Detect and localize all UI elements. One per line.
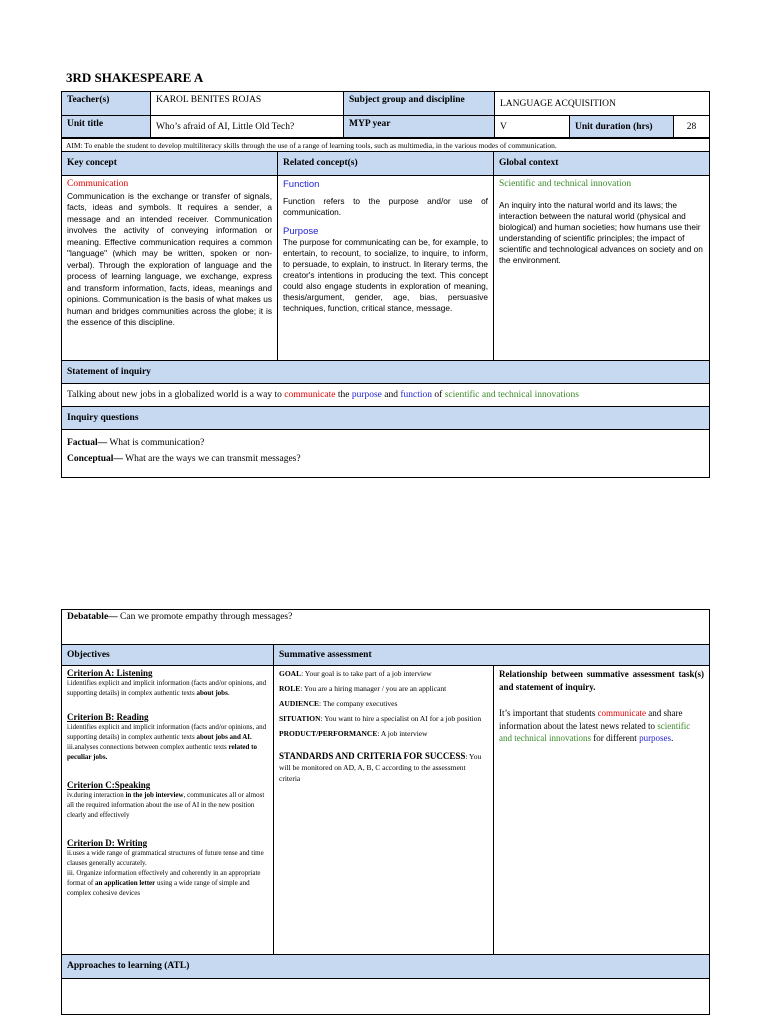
situation-line [279, 713, 488, 724]
role-label: ROLE [279, 684, 301, 693]
product-label: PRODUCT/PERFORMANCE [279, 729, 378, 738]
myp-year-value: V [495, 116, 570, 138]
criterion-d-iii [67, 868, 268, 898]
crit-text: using a wide range of simple and complex cohesive devices [67, 879, 250, 897]
crit-text: i.identifies explicit and implicit information (facts and/or opinions, and supporting details) in complex authentic texts [67, 723, 267, 741]
rel-text: for different [590, 733, 640, 743]
goal-label: GOAL [279, 669, 302, 678]
rel-text: . [671, 733, 674, 743]
audience-line [279, 698, 488, 709]
statement-of-inquiry-text [62, 384, 710, 407]
teacher-label: Teacher(s) [62, 92, 151, 116]
rel-word-communicate: communicate [597, 708, 646, 718]
crit-bold: about jobs and AI. [196, 733, 252, 741]
standards-label: STANDARDS AND CRITERIA FOR SUCCESS [279, 751, 466, 761]
goal-text: : Your goal is to take part of a job interview [301, 669, 432, 678]
subject-value: LANGUAGE ACQUISITION [495, 92, 710, 116]
duration-value: 28 [674, 116, 710, 138]
statement-word-communicate: communicate [284, 390, 336, 400]
document-title: 3RD SHAKESPEARE A [66, 70, 204, 85]
myp-year-label: MYP year [344, 116, 495, 138]
criterion-c-title: Criterion C:Speaking [67, 780, 151, 790]
related-concept-purpose-text: The purpose for communicating can be, for example, to entertain, to recount, to socialize, to inquire, to inform, to persuade, to explain, to instruct. In literary terms, the creator's intentions in producing the text. This concept could also engage students in exploration of meaning, thesis/argument, gender, age, bias, persuasive techniques, function, critical stance, message. [283, 237, 488, 313]
global-context-cell [494, 176, 710, 361]
inquiry-questions-cell [62, 430, 710, 478]
unit-header-table [61, 91, 710, 138]
crit-text: . [227, 689, 230, 697]
factual-text: What is communication? [107, 438, 205, 448]
key-concept-header: Key concept [62, 152, 278, 176]
rel-text: It’s important that students [499, 708, 598, 718]
related-concept-function-text: Function refers to the purpose and/or use of communication. [283, 196, 488, 217]
standards-line [279, 751, 488, 784]
rel-word-sti: scientific and technical innovations [499, 720, 691, 743]
crit-text: iii.analyses connections between complex authentic texts [67, 743, 229, 751]
role-text: : You are a hiring manager / you are an applicant [300, 684, 447, 693]
global-context-text: An inquiry into the natural world and its laws; the interaction between the natural world (physical and biological) and human societies; how humans use their understanding of scientific principles; the impact of scientific and technological advances on society and on the environment. [499, 200, 703, 265]
debatable-label: Debatable— [67, 612, 118, 622]
aim-text: AIM: To enable the student to develop multiliteracy skills through the use of a range of learning tools, such as multimedia, in the various modes of communication. [66, 141, 557, 150]
crit-bold: an application letter [95, 879, 156, 887]
assessment-table [61, 609, 710, 1015]
rel-text: and share information about the latest news related to [499, 708, 683, 731]
audience-text: : The company executives [319, 699, 398, 708]
rel-word-purposes: purposes [639, 733, 672, 743]
unit-title-value: Who’s afraid of AI, Little Old Tech? [151, 116, 344, 138]
conceptual-label: Conceptual— [67, 454, 123, 464]
crit-bold: related to peculiar jobs. [67, 743, 257, 761]
criterion-b-text [67, 722, 268, 742]
situation-label: SITUATION [279, 714, 321, 723]
crit-bold: about jobs [196, 689, 228, 697]
statement-part: and [381, 390, 401, 400]
relationship-header: Relationship between summative assessment task(s) and statement of inquiry. [499, 669, 705, 692]
criterion-d-title: Criterion D: Writing [67, 838, 148, 848]
crit-text: i.identifies explicit and implicit information (facts and/or opinions, and supporting details) in complex authentic texts [67, 679, 267, 697]
standards-text: : You will be monitored on AD, A, B, C according to the assessment criteria [279, 752, 482, 783]
crit-bold: in the job interview [125, 791, 184, 799]
related-concepts-cell [278, 176, 494, 361]
atl-content-cell [62, 979, 710, 1015]
global-context-header: Global context [494, 152, 710, 176]
factual-question [67, 435, 704, 451]
debatable-text: Can we promote empathy through messages? [117, 612, 293, 622]
product-line [279, 728, 488, 739]
unit-title-label: Unit title [62, 116, 151, 138]
role-line [279, 683, 488, 694]
inquiry-questions-header: Inquiry questions [62, 407, 710, 430]
crit-text: iv.during interaction [67, 791, 126, 799]
criterion-c-text [67, 790, 268, 820]
product-text: : A job interview [377, 729, 428, 738]
statement-of-inquiry-header: Statement of inquiry [62, 361, 710, 384]
statement-word-function: function [400, 390, 433, 400]
criterion-d-ii: ii.uses a wide range of grammatical structures of future tense and time clauses generally accurately. [67, 849, 264, 867]
global-context-name: Scientific and technical innovation [499, 179, 632, 189]
related-concept-purpose: Purpose [283, 226, 319, 237]
teacher-value: KAROL BENITES ROJAS [151, 92, 344, 116]
conceptual-question [67, 451, 704, 467]
criterion-b-title: Criterion B: Reading [67, 712, 149, 722]
objectives-header: Objectives [62, 645, 274, 666]
relationship-cell [494, 666, 710, 955]
key-concept-name: Communication [67, 179, 129, 189]
statement-part: Talking about new jobs in a globalized world is a way to [67, 390, 285, 400]
related-concepts-header: Related concept(s) [278, 152, 494, 176]
criterion-b-iii [67, 742, 268, 762]
concepts-table [61, 138, 710, 478]
objectives-cell [62, 666, 274, 955]
summative-task-cell [274, 666, 494, 955]
statement-part: the [335, 390, 352, 400]
subject-label: Subject group and discipline [344, 92, 495, 116]
duration-label: Unit duration (hrs) [570, 116, 674, 138]
related-concept-function: Function [283, 179, 320, 190]
key-concept-text: Communication is the exchange or transfer of signals, facts, ideas and symbols. It requires a sender, a message and an intended receiver. Communication involves the activity of conveying information or meaning. Effective communication requires a common "language" (which may be written, spoken or non- verbal). Through the exploration of language and the process of learning language, we exchange, express and transform information, facts, ideas, meanings and opinions. Communication is the basis of what makes us human and bridges communities across the globe; it is the essence of this discipline. [67, 190, 272, 327]
situation-text: : You want to hire a specialist on AI for a job position [320, 714, 482, 723]
statement-word-sti: scientific and technical innovations [444, 390, 579, 400]
factual-label: Factual— [67, 438, 108, 448]
goal-line [279, 668, 488, 679]
crit-text: , communicates all or almost all the required information about the use of AI in the new position clearly and effectively [67, 791, 265, 819]
statement-word-purpose: purpose [351, 390, 382, 400]
key-concept-cell [62, 176, 278, 361]
aim-row [62, 139, 710, 152]
summative-header: Summative assessment [274, 645, 710, 666]
conceptual-text: What are the ways we can transmit messages? [122, 454, 301, 464]
criterion-a-text [67, 678, 268, 698]
atl-header: Approaches to learning (ATL) [62, 955, 710, 979]
criterion-a-title: Criterion A: Listening [67, 668, 153, 678]
crit-text: iii. Organize information effectively and coherently in an appropriate format of [67, 869, 261, 887]
statement-part: of [432, 390, 445, 400]
relationship-text [499, 707, 704, 745]
debatable-question [62, 610, 710, 645]
audience-label: AUDIENCE [279, 699, 320, 708]
